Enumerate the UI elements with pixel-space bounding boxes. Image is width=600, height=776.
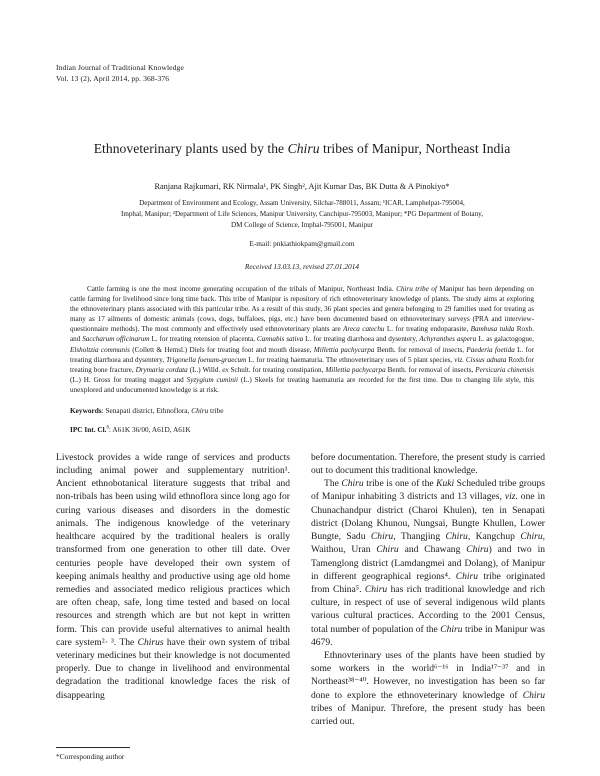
author-list: Ranjana Rajkumari, RK Nirmala¹, PK Singh², Ajit Kumar Das, BK Dutta & A Pinokiyo* <box>154 181 450 191</box>
footnote-area <box>56 738 290 762</box>
ipc-label: IPC Int. Cl. <box>70 424 107 434</box>
paragraph-right-2: The Chiru tribe is one of the Kuki Scheduled tribe groups of Manipur inhabiting 3 districts and 13 villages, viz. one in Chunachandpur district (Charoi Khulen), ten in Senapati district (Dolang Khunou, Nungsai, Bungte Khullen, Lower Bungte, Sadu Chiru, Thangjing Chiru, Kangchup Chiru, Waithou, Uran Chiru and Chawang Chiru) and two in Tamenglong district (Lamdangmei and Dolang), of Manipur in different geographical regions⁴. Chiru tribe originated from China⁵. Chiru has rich traditional knowledge and rich culture, in respect of use of several indigenous wild plants various cultural practices. According to the 2001 Census, total number of population of the Chiru tribe in Manipur was 4679. <box>311 478 546 648</box>
paragraph-left-1: Livestock provides a wide range of services and products including animal power and supplementary nutrition¹. Ancient ethnobotanical literature suggests that tribal and non-tribals has been using wild ethnoflora since long ago for curing various diseases and disorders in the domestic animals. The indigenous knowledge of the veterinary healthcare acquired by the traditional healers is orally transformed from one generation to other till date. Over centuries people have developed their own system of keeping animals healthy and productive using age old home remedies and associated medico religious practices which are often cheap, safe, long time tested and based on local resources and strength which are but not kept in written form. This can provide useful alternatives to animal health care system²· ³. The Chirus have their own system of tribal veterinary medicines but their knowledge is not documented properly. Due to change in livelihood and environmental degradation the traditional knowledge faces the risk of disappearing <box>56 451 290 701</box>
article-title <box>56 140 548 158</box>
title-text-italic: Chiru <box>287 141 320 156</box>
keywords-label: Keywords <box>70 406 102 416</box>
contact-email[interactable]: E-mail: pnkiathiokpam@gmail.com <box>249 238 355 248</box>
keywords-line <box>56 406 548 416</box>
ipc-line <box>56 425 548 435</box>
abstract-text: Cattle farming is one the most income generating occupation of the tribals of Manipur, Northeast India. Chiru tribe of Manipur has been depending on cattle farming for livelihood since long time back. This tribe of Manipur is repository of rich ethnoveterinary knowledge of plants. The study aims at exploring the ethnoveterinary plants associated with this particular tribe. As a result of this study, 36 plant species and genera belonging to 29 families used for treating as many as 17 ailments of domestic animals (cows, dogs, buffaloes, pigs, etc.) have been documented based on ethnoveterinary surveys (PRA and interview-questionnaire methods). The most commonly and effectively used ethnoveterinary plants are Areca catechu L. for treating endoparasite, Bambusa tulda Roxb. and Saccharum officinarum L. for treating retension of placenta, Cannabis sativa L. for treating diarrhoea and dysentery, Achyranthes aspera L. as galactogogue, Elsholtzia communis (Collett & Hemsl.) Diels for treating foot and mouth disease, Millettia pachycarpa Benth. for removal of insects, Paederia foetida L. for treating diarrhoea and dysentery, Trigonella foenum-graecum L. for treating haematuria. The ethnoveterinary uses of 5 plant species, viz. Cissus adnata Roxb.for treating bone fracture, Drymaria cordata (L.) Willd. ex Schult. for treating constipation, Millettia pachycarpa Benth. for removal of insects, Persicaria chinensis (L.) H. Gross for treating maggot and Syzygium cuminii (L.) Skeels for treating haematuria are recorded for the first time. Due to changing life style, this unexplored and undocumented knowledge is at risk. <box>70 284 535 395</box>
title-text-part2: tribes of Manipur, Northeast India <box>319 141 511 156</box>
running-head <box>56 62 548 84</box>
journal-name: Indian Journal of Traditional Knowledge <box>56 63 184 72</box>
affiliation-line-1: Department of Environment and Ecology, Assam University, Silchar-788011, Assam; ¹ICAR, Lamphelpat-795004, <box>139 199 465 208</box>
paragraph-right-3: Ethnovterinary uses of the plants have been studied by some workers in the world⁶⁻¹⁶ in India¹⁷⁻³⁷ and in Northeast³⁸⁻⁴⁰. However, no investigation has been so far done to explore the ethnoveterinary knowledge of Chiru tribes of Manipur. Threfore, the present study has been carried out. <box>311 650 545 728</box>
ipc-superscript: 8 <box>106 425 109 431</box>
body-columns <box>56 451 548 729</box>
footnote-divider <box>56 747 130 748</box>
ipc-value: : A61K 36/00, A61D, A61K <box>108 424 191 434</box>
affiliation-line-3: DM College of Science, Imphal-795001, Manipur <box>230 220 374 229</box>
affiliation-line-2: Imphal, Manipur; ²Department of Life Sciences, Manipur University, Canchipur-795003, Manipur; *PG Department of Botany, <box>121 210 483 219</box>
journal-issue: Vol. 13 (2), April 2014, pp. 368-376 <box>56 74 170 83</box>
column-left <box>56 451 290 729</box>
keywords-value: : Senapati district, Ethnoflora, Chiru tribe <box>101 406 224 416</box>
paragraph-right-1: before documentation. Therefore, the present study is carried out to document this traditional knowledge. <box>311 451 545 476</box>
footnote-text: *Corresponding author <box>56 752 125 762</box>
affiliations <box>56 198 548 230</box>
column-right <box>311 451 545 729</box>
title-text-part1: Ethnoveterinary plants used by the <box>93 141 288 156</box>
received-date: Received 13.03.13, revised 27.01.2014 <box>244 261 360 271</box>
